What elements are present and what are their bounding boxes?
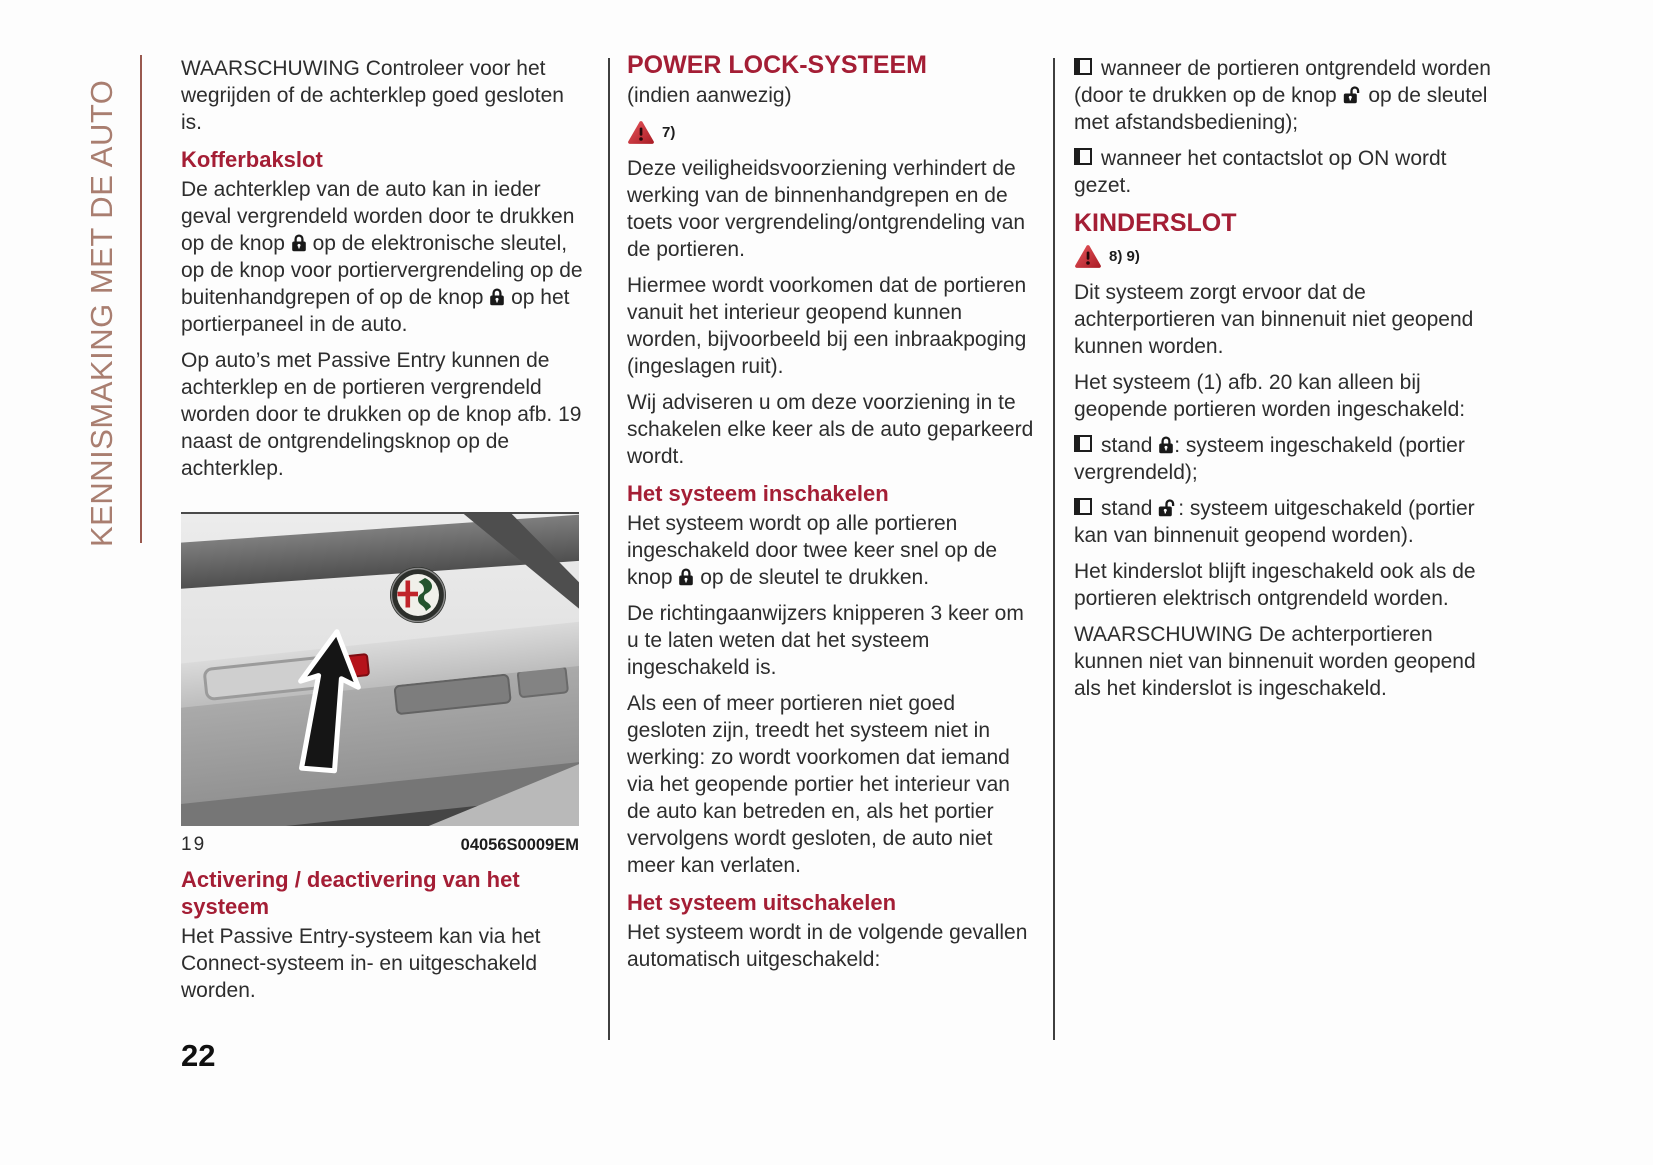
column-right-flow	[1074, 55, 1496, 702]
lock-open-icon	[1158, 499, 1178, 517]
sidebar-rule	[140, 55, 142, 543]
paragraph: Op auto’s met Passive Entry kunnen de achterklep en de portieren vergrendeld worden door te drukken op de knop afb. 19 naast de ontgrendelingsknop op de achterklep.	[181, 349, 582, 480]
chapter-sidebar-title: KENNISMAKING MET DE AUTO	[84, 79, 119, 547]
subsection-heading: Het systeem inschakelen	[627, 481, 889, 506]
column-left-top-flow	[181, 55, 583, 482]
section-title: KINDERSLOT	[1074, 209, 1237, 237]
warning-note	[1074, 242, 1496, 270]
figure-number: 19	[181, 834, 207, 855]
paragraph: Hiermee wordt voorkomen dat de portieren vanuit het interieur geopend kunnen worden, bijvoorbeeld bij een inbraakpoging (ingeslagen ruit).	[627, 274, 1027, 378]
lock-closed-icon	[291, 234, 307, 252]
alfa-romeo-badge-icon	[389, 566, 447, 624]
figure-code: 04056S0009EM	[460, 836, 579, 854]
lock-open-icon	[1343, 86, 1363, 104]
bullet-item: stand : systeem ingeschakeld (portier vergrendeld);	[1074, 434, 1465, 484]
paragraph: WAARSCHUWING Controleer voor het wegrijden of de achterklep goed gesloten is.	[181, 57, 564, 134]
bullet-item: stand : systeem uitgeschakeld (portier kan van binnenuit geopend worden).	[1074, 497, 1475, 547]
column-divider	[1053, 58, 1055, 1040]
figure-caption	[181, 834, 579, 856]
column-right	[1074, 55, 1496, 711]
section-title: POWER LOCK-SYSTEEM	[627, 51, 928, 79]
column-divider	[608, 58, 610, 1040]
lock-closed-icon	[489, 288, 505, 306]
figure-19	[181, 512, 583, 856]
bullet-item: wanneer het contactslot op ON wordt gezet.	[1074, 147, 1447, 197]
subsection-heading: Activering / deactivering van het systeem	[181, 867, 520, 919]
column-middle-flow	[627, 50, 1039, 973]
paragraph: Dit systeem zorgt ervoor dat de achterportieren van binnenuit niet geopend kunnen worden.	[1074, 281, 1474, 358]
paragraph: De achterklep van de auto kan in ieder geval vergrendeld worden door te drukken op de knop op de elektronische sleutel, op de knop voor portiervergrendeling op de buitenhandgrepen of op de knop op het portierpaneel in de auto.	[181, 178, 583, 336]
square-bullet-icon	[1074, 58, 1092, 75]
paragraph: Deze veiligheidsvoorziening verhindert de werking van de binnenhandgrepen en de toets voor vergrendeling/ontgrendeling van de portieren.	[627, 157, 1026, 261]
paragraph: Het systeem wordt in de volgende gevallen automatisch uitgeschakeld:	[627, 921, 1028, 971]
paragraph: (indien aanwezig)	[627, 84, 792, 107]
column-left	[181, 55, 583, 1013]
column-middle	[627, 50, 1039, 982]
paragraph: Het systeem (1) afb. 20 kan alleen bij geopende portieren worden ingeschakeld:	[1074, 371, 1466, 421]
paragraph: Het systeem wordt op alle portieren ingeschakeld door twee keer snel op de knop op de sleutel te drukken.	[627, 512, 998, 589]
page-number: 22	[181, 1038, 216, 1073]
warning-triangle-icon	[1074, 244, 1102, 269]
paragraph: Wij adviseren u om deze voorziening in te schakelen elke keer als de auto geparkeerd wordt.	[627, 391, 1034, 468]
paragraph: Het Passive Entry-systeem kan via het Connect-systeem in- en uitgeschakeld worden.	[181, 925, 541, 1002]
subsection-heading: Het systeem uitschakelen	[627, 890, 897, 915]
warning-note	[627, 118, 1039, 146]
warning-note-refs: 7)	[662, 123, 676, 141]
subsection-heading: Kofferbakslot	[181, 147, 323, 172]
column-left-bottom-flow	[181, 866, 583, 1004]
lock-closed-icon	[678, 568, 694, 586]
warning-triangle-icon	[627, 120, 655, 145]
trunk-photo	[181, 512, 579, 826]
square-bullet-icon	[1074, 435, 1092, 452]
lock-closed-icon	[1158, 436, 1174, 454]
square-bullet-icon	[1074, 148, 1092, 165]
warning-note-refs: 8) 9)	[1109, 247, 1140, 265]
paragraph: WAARSCHUWING De achterportieren kunnen niet van binnenuit worden geopend als het kinderslot is ingeschakeld.	[1074, 623, 1476, 700]
paragraph: Als een of meer portieren niet goed gesloten zijn, treedt het systeem niet in werking: zo wordt voorkomen dat iemand via het geopende portier het interieur van de auto kan betreden en, als het portier vervolgens wordt gesloten, de auto niet meer kan verlaten.	[627, 692, 1010, 877]
bullet-item: wanneer de portieren ontgrendeld worden (door te drukken op de knop op de sleutel met afstandsbediening);	[1074, 57, 1491, 134]
paragraph: De richtingaanwijzers knipperen 3 keer om u te laten weten dat het systeem ingeschakeld is.	[627, 602, 1024, 679]
square-bullet-icon	[1074, 498, 1092, 515]
paragraph: Het kinderslot blijft ingeschakeld ook als de portieren elektrisch ontgrendeld worden.	[1074, 560, 1476, 610]
